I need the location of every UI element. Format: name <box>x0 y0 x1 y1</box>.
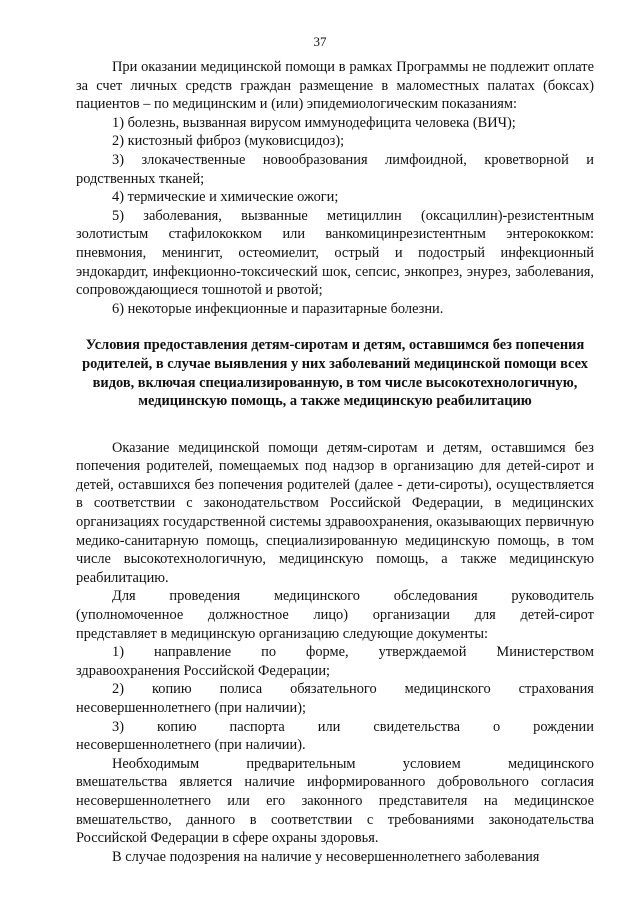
word: копию <box>151 681 192 698</box>
word: Министерством <box>496 644 594 661</box>
list-item: 4) термические и химические ожоги; <box>112 189 339 206</box>
word: медицинского <box>507 755 594 772</box>
list-item: 6) некоторые инфекционные и паразитарные болезни. <box>112 300 444 317</box>
word: 3) <box>112 718 124 735</box>
word: предварительным <box>246 755 356 772</box>
word: по <box>261 644 277 661</box>
word: рождении <box>533 718 594 735</box>
word: обязательного <box>290 681 377 698</box>
word: форме, <box>306 644 349 661</box>
word: полиса <box>219 681 263 698</box>
word: (уполномоченное <box>76 607 184 624</box>
word: 2) <box>112 681 124 698</box>
list-item: 1) болезнь, вызванная вирусом иммунодефицита человека (ВИЧ); <box>112 114 516 131</box>
paragraph-continuation: вмешательства является наличие информированного добровольного согласия несовершеннолетнего или его законного представителя на медицинское вмешательство, данного в соответствии с требованиями законодательства Российской Федерации в сфере охраны здоровья. <box>76 774 594 847</box>
list-item: 2) кистозный фиброз (муковисцидоз); <box>112 133 345 150</box>
paragraph-continuation: представляет в медицинскую организацию следующие документы: <box>76 625 489 642</box>
paragraph-continuation: несовершеннолетнего (при наличии). <box>76 737 306 754</box>
justified-line <box>76 755 594 774</box>
word: паспорта <box>229 718 285 735</box>
section-heading: Условия предоставления детям-сиротам и детям, оставшимся без попечения родителей, в случае выявления у них заболеваний медицинской помощи всех видов, включая специализированную, в том числе высокотехнологичную, медицинскую помощь, а также медицинскую реабилитацию <box>82 337 588 410</box>
word: детей-сирот <box>520 607 594 624</box>
word: медицинского <box>404 681 491 698</box>
document-body <box>76 58 594 866</box>
paragraph-continuation: несовершеннолетнего (при наличии); <box>76 700 306 716</box>
word: медицинского <box>273 588 360 605</box>
justified-line <box>76 606 594 625</box>
list-item: 5) заболевания, вызванные метициллин (оксациллин)-резистентным золотистым стафилококком или ванкомицинрезистентным энтерококком: пневмония, менингит, остеомиелит, острый и подострый инфекционный эндокардит, инфекционно-токсический шок, сепсис, энкопрез, энурез, заболевания, сопровождающиеся тошнотой и рвотой; <box>76 207 594 299</box>
page-number: 37 <box>313 34 327 49</box>
word: или <box>317 718 341 735</box>
justified-line <box>76 680 594 699</box>
word: обследования <box>393 588 478 605</box>
word: Необходимым <box>112 755 200 772</box>
justified-line <box>76 718 594 737</box>
word: должностное <box>207 607 289 624</box>
list-item: 3) злокачественные новообразования лимфоидной, кроветворной и родственных тканей; <box>76 151 594 187</box>
intro-paragraph: При оказании медицинской помощи в рамках Программы не подлежит оплате за счет личных средств граждан размещение в маломестных палатах (боксах) пациентов – по медицинским и (или) эпидемиологическим показаниям: <box>76 59 594 113</box>
word: утверждаемой <box>378 644 467 661</box>
justified-line <box>76 587 594 606</box>
word: 1) <box>112 644 124 661</box>
word: организации <box>372 607 450 624</box>
word: о <box>492 718 501 735</box>
paragraph: Оказание медицинской помощи детям-сиротам и детям, оставшимся без попечения родителей, помещаемых под надзор в организацию для детей-сирот и детей, оставшихся без попечения родителей (далее - дети-сироты), осуществляется в соответствии с законодательством Российской Федерации, в медицинских организациях государственной системы здравоохранения, оказывающих первичную медико-санитарную помощь, специализированную медицинскую помощь, в том числе высокотехнологичную, медицинскую помощь, а также медицинскую реабилитацию. <box>76 439 594 586</box>
word: Для <box>112 588 136 605</box>
word: свидетельства <box>373 718 460 735</box>
word: направление <box>153 644 232 661</box>
word: для <box>474 607 496 624</box>
word: проведения <box>169 588 241 605</box>
word: страхования <box>518 681 594 698</box>
word: копию <box>156 718 197 735</box>
paragraph-continuation: здравоохранения Российской Федерации; <box>76 662 331 679</box>
word: руководитель <box>511 588 594 605</box>
justified-line <box>76 643 594 662</box>
word: лицо) <box>313 607 349 624</box>
word: условием <box>402 755 461 772</box>
paragraph: В случае подозрения на наличие у несовершеннолетнего заболевания <box>112 848 540 865</box>
